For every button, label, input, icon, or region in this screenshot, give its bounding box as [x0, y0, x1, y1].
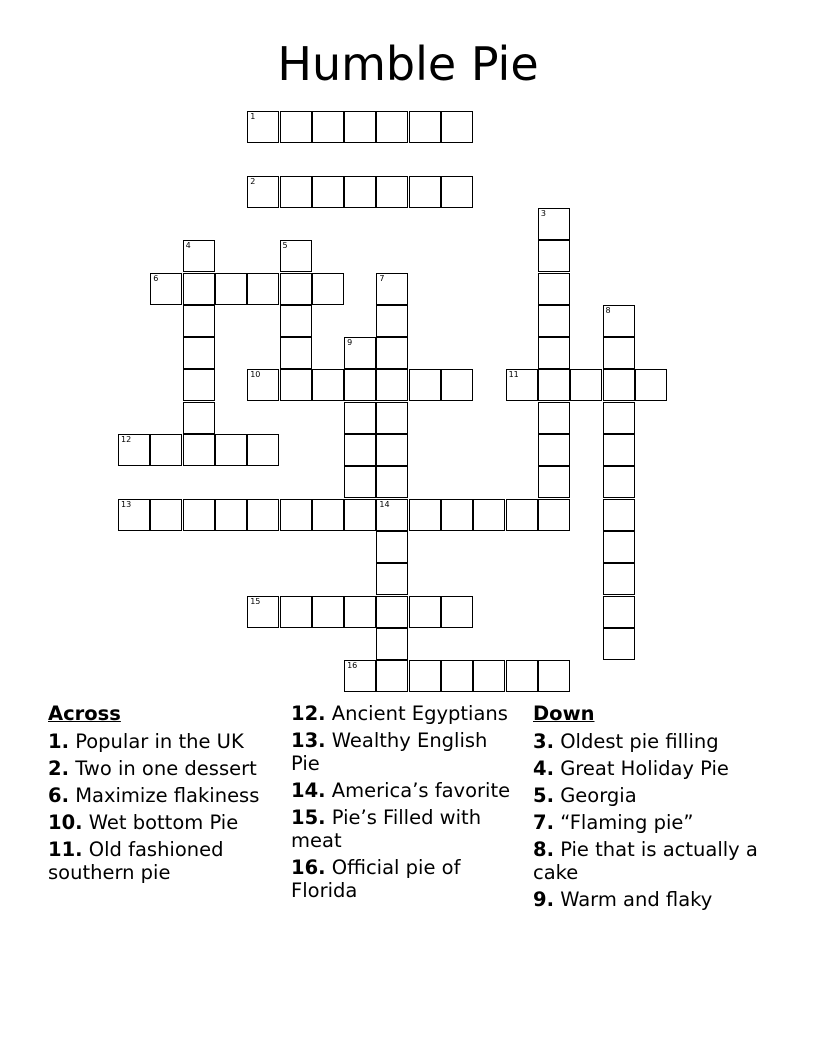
grid-cell[interactable]	[538, 660, 570, 692]
clue-down-4: 4. Great Holiday Pie	[533, 757, 729, 780]
grid-cell[interactable]	[280, 305, 312, 337]
grid-cell[interactable]	[247, 434, 279, 466]
across-clues-col-1	[48, 702, 273, 888]
grid-cell[interactable]	[247, 369, 279, 401]
grid-cell[interactable]	[247, 111, 279, 143]
clue-down-7: 7. “Flaming pie”	[533, 811, 694, 834]
grid-cell[interactable]	[344, 402, 376, 434]
grid-cell[interactable]	[603, 369, 635, 401]
grid-cell[interactable]	[118, 499, 150, 531]
grid-cell[interactable]	[538, 499, 570, 531]
grid-cell[interactable]	[506, 369, 538, 401]
grid-cell[interactable]	[183, 273, 215, 305]
grid-cell[interactable]	[312, 273, 344, 305]
grid-cell[interactable]	[376, 499, 408, 531]
grid-cell[interactable]	[247, 499, 279, 531]
grid-cell[interactable]	[312, 596, 344, 628]
grid-cell[interactable]	[538, 240, 570, 272]
clue-across-14: 14. America’s favorite	[291, 779, 511, 802]
grid-cell[interactable]	[183, 369, 215, 401]
grid-cell[interactable]	[247, 273, 279, 305]
grid-cell[interactable]	[312, 369, 344, 401]
grid-cell[interactable]	[183, 337, 215, 369]
grid-cell[interactable]	[344, 499, 376, 531]
grid-cell[interactable]	[344, 434, 376, 466]
clue-number: 1	[250, 112, 256, 121]
grid-cell[interactable]	[344, 176, 376, 208]
grid-cell[interactable]	[603, 434, 635, 466]
grid-cell[interactable]	[603, 337, 635, 369]
clue-number: 8	[605, 305, 611, 315]
grid-cell[interactable]	[150, 499, 182, 531]
grid-cell[interactable]	[312, 176, 344, 208]
grid-cell[interactable]	[280, 273, 312, 305]
grid-cell[interactable]	[376, 628, 408, 660]
clue-across-6: 6. Maximize flakiness	[48, 784, 260, 807]
grid-cell[interactable]	[409, 111, 441, 143]
grid-cell[interactable]	[538, 466, 570, 498]
grid-cell[interactable]	[538, 369, 570, 401]
clue-down-5: 5. Georgia	[533, 784, 637, 807]
clue-across-16: 16. Official pie of Florida	[291, 856, 461, 902]
clue-across-12: 12. Ancient Egyptians	[291, 702, 508, 725]
across-clues-col-2	[291, 702, 516, 906]
clue-number: 11	[508, 370, 519, 380]
grid-cell[interactable]	[280, 596, 312, 628]
grid-cell[interactable]	[603, 466, 635, 498]
grid-cell[interactable]	[150, 273, 182, 305]
grid-cell[interactable]	[538, 402, 570, 434]
grid-cell[interactable]	[603, 531, 635, 563]
grid-cell[interactable]	[344, 369, 376, 401]
grid-cell[interactable]	[603, 628, 635, 660]
grid-cell[interactable]	[118, 434, 150, 466]
grid-cell[interactable]	[538, 434, 570, 466]
clue-down-8: 8. Pie that is actually a cake	[533, 838, 758, 884]
grid-cell[interactable]	[376, 660, 408, 692]
grid-cell[interactable]	[603, 596, 635, 628]
grid-cell[interactable]	[344, 466, 376, 498]
grid-cell[interactable]	[441, 369, 473, 401]
grid-cell[interactable]	[603, 499, 635, 531]
grid-cell[interactable]	[183, 240, 215, 272]
grid-cell[interactable]	[603, 402, 635, 434]
grid-cell[interactable]	[441, 176, 473, 208]
grid-cell[interactable]	[376, 176, 408, 208]
grid-cell[interactable]	[506, 660, 538, 692]
grid-cell[interactable]	[538, 273, 570, 305]
grid-cell[interactable]	[441, 660, 473, 692]
clue-number: 13	[121, 499, 132, 509]
grid-cell[interactable]	[280, 176, 312, 208]
grid-cell[interactable]	[376, 563, 408, 595]
grid-cell[interactable]	[280, 499, 312, 531]
clue-number: 2	[250, 176, 256, 186]
grid-cell[interactable]	[280, 240, 312, 272]
clue-down-3: 3. Oldest pie filling	[533, 730, 719, 753]
grid-cell[interactable]	[344, 596, 376, 628]
clue-across-13: 13. Wealthy English Pie	[291, 729, 488, 775]
grid-cell[interactable]	[409, 660, 441, 692]
grid-cell[interactable]	[215, 273, 247, 305]
clue-number: 9	[347, 338, 353, 348]
clue-down-9: 9. Warm and flaky	[533, 888, 713, 911]
grid-cell[interactable]	[409, 499, 441, 531]
clue-number: 14	[379, 499, 390, 509]
grid-cell[interactable]	[538, 305, 570, 337]
grid-cell[interactable]	[473, 499, 505, 531]
clue-across-10: 10. Wet bottom Pie	[48, 811, 239, 834]
grid-cell[interactable]	[441, 499, 473, 531]
clue-number: 3	[540, 208, 546, 218]
grid-cell[interactable]	[570, 369, 602, 401]
grid-cell[interactable]	[603, 563, 635, 595]
grid-cell[interactable]	[183, 402, 215, 434]
grid-cell[interactable]	[409, 176, 441, 208]
grid-cell[interactable]	[215, 499, 247, 531]
clue-number: 5	[282, 241, 288, 251]
grid-cell[interactable]	[376, 111, 408, 143]
clue-across-1: 1. Popular in the UK	[48, 730, 244, 753]
grid-cell[interactable]	[441, 596, 473, 628]
grid-cell[interactable]	[344, 111, 376, 143]
clue-number: 10	[250, 370, 261, 380]
grid-cell[interactable]	[441, 111, 473, 143]
puzzle-title: Humble Pie	[277, 37, 539, 91]
across-heading: Across	[48, 702, 121, 725]
grid-cell[interactable]	[376, 596, 408, 628]
clue-number: 12	[121, 435, 132, 444]
down-clues-col	[533, 702, 758, 915]
grid-cell[interactable]	[376, 305, 408, 337]
grid-cell[interactable]	[150, 434, 182, 466]
grid-cell[interactable]	[538, 337, 570, 369]
grid-cell[interactable]	[473, 660, 505, 692]
grid-cell[interactable]	[376, 434, 408, 466]
clue-number: 15	[250, 596, 261, 606]
grid-cell[interactable]	[312, 111, 344, 143]
grid-cell[interactable]	[280, 337, 312, 369]
grid-cell[interactable]	[344, 660, 376, 692]
grid-cell[interactable]	[376, 402, 408, 434]
grid-cell[interactable]	[538, 208, 570, 240]
clue-number: 7	[379, 273, 385, 283]
grid-cell[interactable]	[247, 176, 279, 208]
grid-cell[interactable]	[635, 369, 667, 401]
grid-cell[interactable]	[603, 305, 635, 337]
grid-cell[interactable]	[409, 369, 441, 401]
grid-cell[interactable]	[376, 531, 408, 563]
grid-cell[interactable]	[280, 369, 312, 401]
grid-cell[interactable]	[215, 434, 247, 466]
grid-cell[interactable]	[183, 499, 215, 531]
grid-cell[interactable]	[376, 273, 408, 305]
grid-cell[interactable]	[376, 337, 408, 369]
down-heading: Down	[533, 702, 595, 725]
grid-cell[interactable]	[183, 434, 215, 466]
clue-across-2: 2. Two in one dessert	[48, 757, 257, 780]
grid-cell[interactable]	[312, 499, 344, 531]
clue-across-11: 11. Old fashioned southern pie	[48, 838, 224, 884]
grid-cell[interactable]	[247, 596, 279, 628]
grid-cell[interactable]	[376, 466, 408, 498]
clue-number: 16	[347, 661, 358, 671]
grid-cell[interactable]	[409, 596, 441, 628]
grid-cell[interactable]	[376, 369, 408, 401]
grid-cell[interactable]	[344, 337, 376, 369]
grid-cell[interactable]	[183, 305, 215, 337]
clue-across-15: 15. Pie’s Filled with meat	[291, 806, 482, 852]
grid-cell[interactable]	[506, 499, 538, 531]
clue-number: 6	[153, 273, 159, 283]
clue-number: 4	[185, 241, 191, 251]
grid-cell[interactable]	[280, 111, 312, 143]
